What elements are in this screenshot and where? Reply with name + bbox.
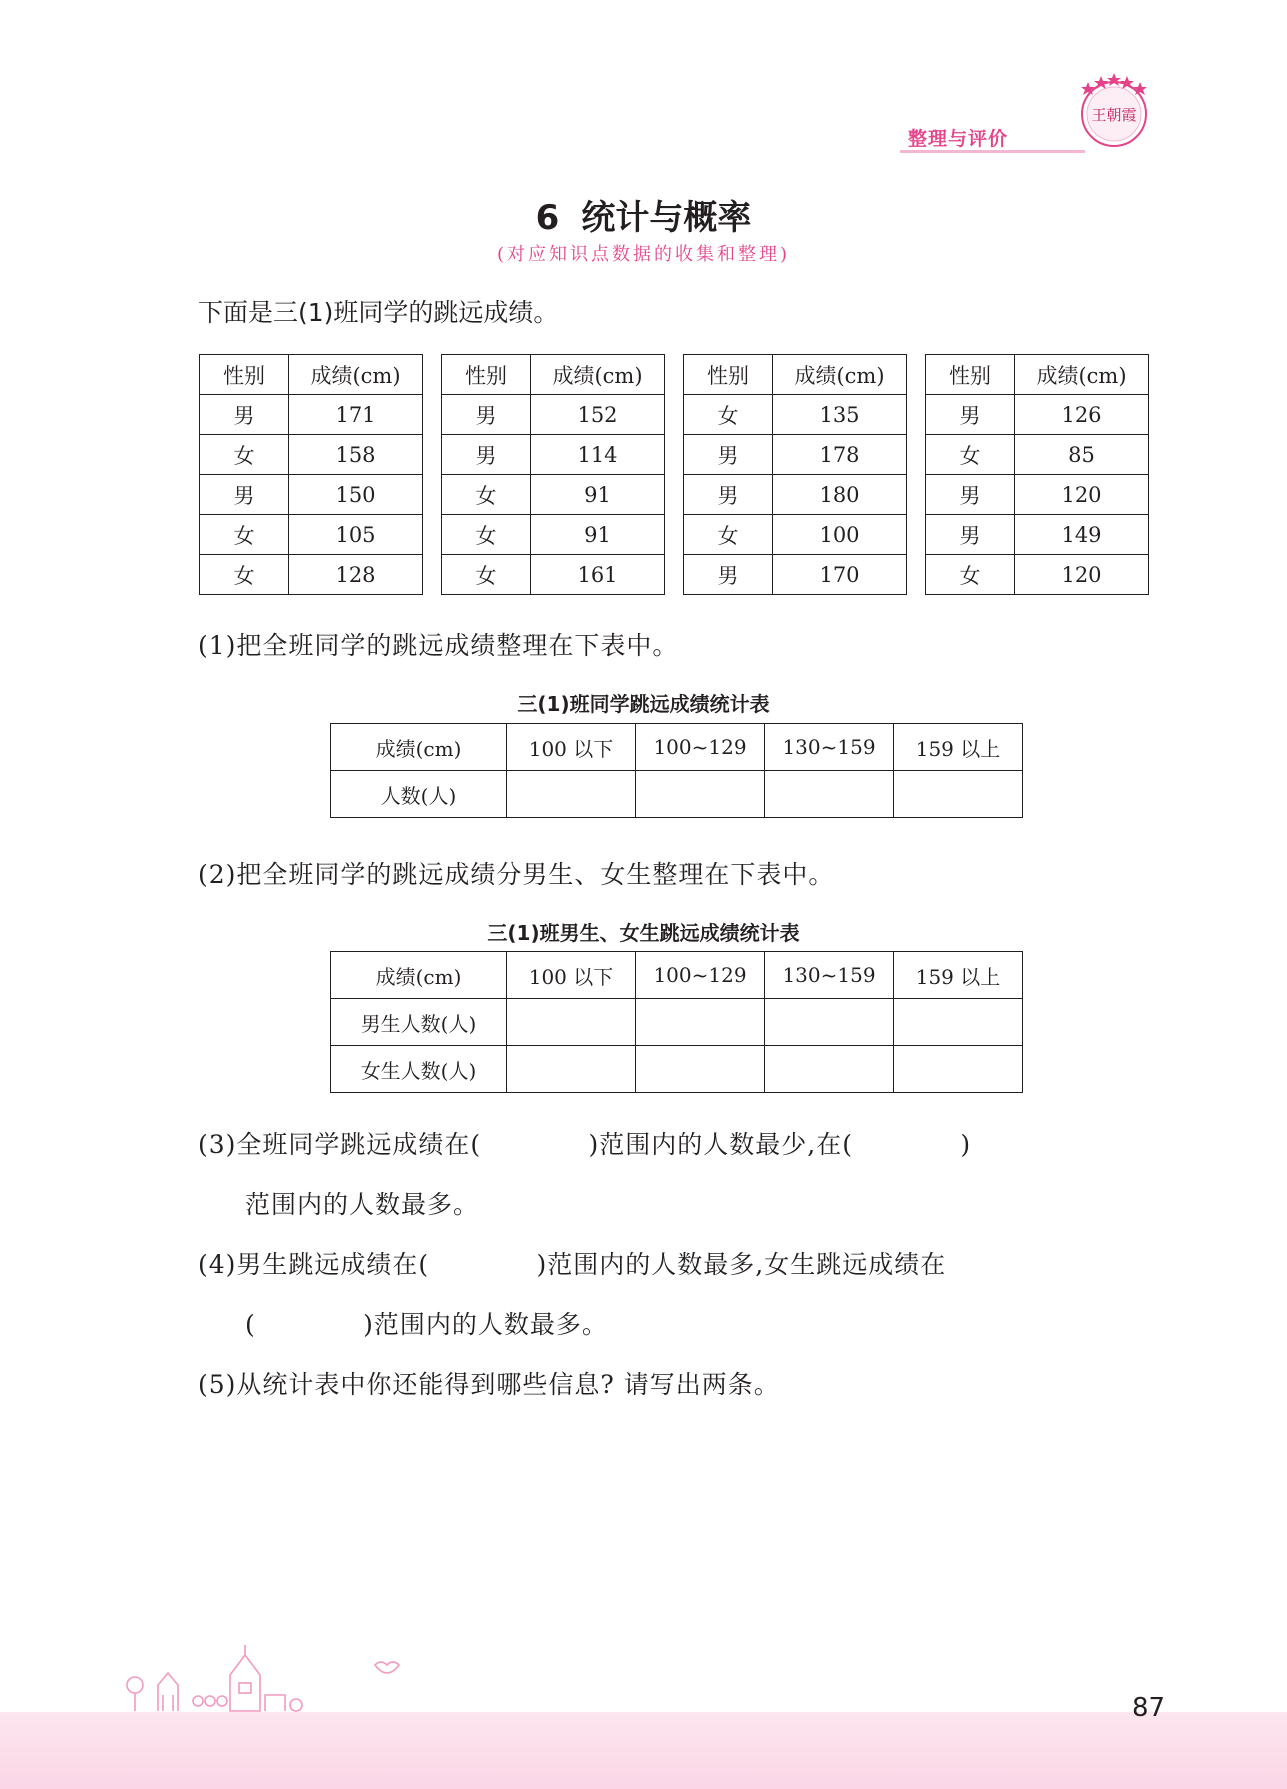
header-cell: 性别 [442,355,531,395]
table-row [442,475,665,515]
score-cell: 100 [773,515,907,555]
header-cell: 100 以下 [507,952,636,999]
header-cell: 130~159 [765,952,894,999]
gender-cell: 男 [442,395,531,435]
gender-cell: 女 [442,475,531,515]
chapter-number: 6 [535,198,560,238]
page-number: 87 [1132,1693,1166,1723]
answer-cell[interactable] [765,1046,894,1093]
gender-cell: 男 [200,475,289,515]
header-cell: 130~159 [765,724,894,771]
score-cell: 126 [1015,395,1149,435]
footer-band [0,1712,1287,1789]
gender-cell: 女 [684,515,773,555]
gender-cell: 男 [926,475,1015,515]
gender-cell: 女 [442,515,531,555]
question-4-line-2: ( )范围内的人数最多。 [245,1310,608,1339]
table-row [442,435,665,475]
score-cell: 180 [773,475,907,515]
answer-cell[interactable] [636,999,765,1046]
town-decoration-icon [120,1645,420,1715]
table-header-row [684,355,907,395]
svg-text:王朝霞: 王朝霞 [1091,106,1137,124]
score-cell: 178 [773,435,907,475]
score-cell: 85 [1015,435,1149,475]
row-label: 人数(人) [331,771,507,818]
section-label: 整理与评价 [908,128,1009,150]
table-row [331,771,1023,818]
raw-score-table-4 [925,354,1149,595]
gender-cell: 男 [442,435,531,475]
table-row [684,475,907,515]
table-row [442,395,665,435]
page-title [0,190,1287,239]
row-label: 女生人数(人) [331,1046,507,1093]
gender-cell: 女 [926,435,1015,475]
header-cell: 成绩(cm) [331,724,507,771]
answer-cell[interactable] [636,1046,765,1093]
score-cell: 120 [1015,475,1149,515]
gender-cell: 女 [684,395,773,435]
gender-cell: 男 [684,475,773,515]
header-cell: 100~129 [636,952,765,999]
gender-cell: 男 [926,515,1015,555]
answer-cell[interactable] [765,999,894,1046]
brand-logo-icon [1074,70,1154,150]
table-row [684,435,907,475]
score-cell: 152 [531,395,665,435]
header-cell: 成绩(cm) [289,355,423,395]
chapter-title: 统计与概率 [581,198,752,238]
table-row [331,999,1023,1046]
table-row [926,515,1149,555]
header-cell: 成绩(cm) [1015,355,1149,395]
table-row [442,515,665,555]
table-1-title: 三(1)班同学跳远成绩统计表 [517,692,770,716]
question-4-line-1: (4)男生跳远成绩在( )范围内的人数最多,女生跳远成绩在 [198,1250,947,1279]
raw-score-table-3 [683,354,907,595]
gender-cell: 女 [926,555,1015,595]
table-header-row [331,952,1023,999]
gender-cell: 男 [926,395,1015,435]
header-cell: 成绩(cm) [531,355,665,395]
score-cell: 150 [289,475,423,515]
question-3-line-2: 范围内的人数最多。 [245,1190,480,1219]
table-row [684,395,907,435]
row-label: 男生人数(人) [331,999,507,1046]
raw-score-table-2 [441,354,665,595]
score-cell: 170 [773,555,907,595]
table-row [200,395,423,435]
header-cell: 159 以上 [894,724,1023,771]
table-row [926,395,1149,435]
answer-cell[interactable] [507,771,636,818]
header-cell: 100 以下 [507,724,636,771]
question-1: (1)把全班同学的跳远成绩整理在下表中。 [198,631,679,660]
question-5: (5)从统计表中你还能得到哪些信息? 请写出两条。 [198,1370,780,1399]
table-header-row [442,355,665,395]
table-row [684,515,907,555]
header-cell: 100~129 [636,724,765,771]
header-cell: 成绩(cm) [773,355,907,395]
table-row [200,555,423,595]
score-cell: 114 [531,435,665,475]
table-row [442,555,665,595]
intro-text: 下面是三(1)班同学的跳远成绩。 [198,298,559,327]
table-header-row [926,355,1149,395]
header-cell: 159 以上 [894,952,1023,999]
table-header-row [331,724,1023,771]
header-cell: 性别 [684,355,773,395]
answer-cell[interactable] [507,999,636,1046]
answer-cell[interactable] [765,771,894,818]
answer-cell[interactable] [894,999,1023,1046]
table-2-title: 三(1)班男生、女生跳远成绩统计表 [487,921,800,945]
question-3-line-1: (3)全班同学跳远成绩在( )范围内的人数最少,在( ) [198,1130,972,1159]
header-cell: 性别 [926,355,1015,395]
score-cell: 171 [289,395,423,435]
score-cell: 120 [1015,555,1149,595]
answer-cell[interactable] [507,1046,636,1093]
table-row [926,555,1149,595]
score-cell: 149 [1015,515,1149,555]
score-cell: 135 [773,395,907,435]
gender-cell: 女 [200,515,289,555]
question-2: (2)把全班同学的跳远成绩分男生、女生整理在下表中。 [198,860,835,889]
answer-cell[interactable] [894,1046,1023,1093]
score-cell: 128 [289,555,423,595]
gender-cell: 女 [442,555,531,595]
table-row [331,1046,1023,1093]
table-row [200,435,423,475]
score-cell: 158 [289,435,423,475]
table-row [926,435,1149,475]
table-row [926,475,1149,515]
score-cell: 91 [531,515,665,555]
score-cell: 91 [531,475,665,515]
header-cell: 成绩(cm) [331,952,507,999]
header-cell: 性别 [200,355,289,395]
table-row [200,515,423,555]
gender-cell: 女 [200,555,289,595]
gender-cell: 女 [200,435,289,475]
page-subtitle: (对应知识点数据的收集和整理) [496,244,791,265]
header-divider [900,150,1085,153]
gender-cell: 男 [684,555,773,595]
stat-table-2 [330,951,1023,1093]
gender-cell: 男 [684,435,773,475]
table-row [200,475,423,515]
score-cell: 105 [289,515,423,555]
raw-score-table-1 [199,354,423,595]
score-cell: 161 [531,555,665,595]
table-row [684,555,907,595]
answer-cell[interactable] [894,771,1023,818]
gender-cell: 男 [200,395,289,435]
table-header-row [200,355,423,395]
stat-table-1 [330,723,1023,818]
answer-cell[interactable] [636,771,765,818]
